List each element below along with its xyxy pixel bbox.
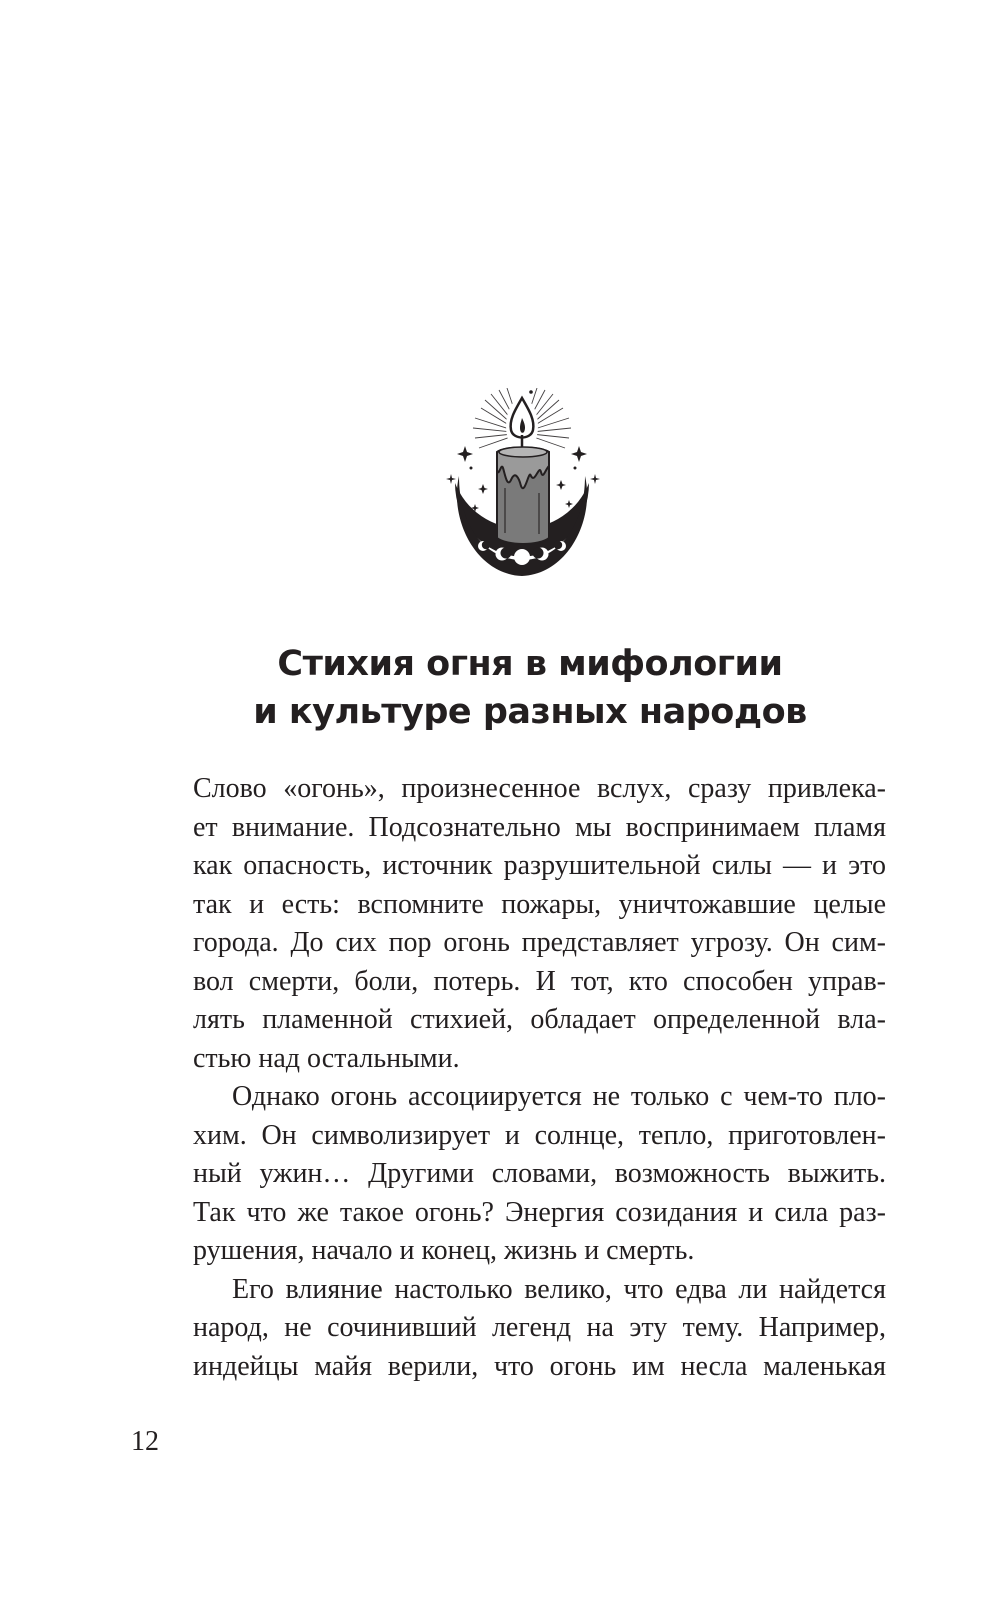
text-line: так и есть: вспомните пожары, уничтожавшие целые (193, 888, 886, 920)
chapter-title-line: и культуре разных народов (253, 692, 807, 732)
text-line: Так что же такое огонь? Энергия созидания и сила раз- (193, 1196, 886, 1228)
paragraph (193, 1078, 886, 1271)
text-line: лять пламенной стихией, обладает определенной вла- (193, 1004, 886, 1035)
body-text (193, 770, 886, 1386)
chapter-title-line: Стихия огня в мифологии (277, 644, 783, 684)
text-line: рушения, начало и конец, жизнь и смерть. (193, 1235, 695, 1266)
chapter-title (150, 640, 910, 736)
candle-moon-icon (445, 388, 615, 608)
paragraph (193, 770, 886, 1078)
page-number: 12 (131, 1426, 159, 1457)
text-line: народ, не сочинивший легенд на эту тему. Например, (193, 1312, 886, 1343)
text-line: хим. Он символизирует и солнце, тепло, приготовлен- (193, 1119, 886, 1151)
text-line: как опасность, источник разрушительной силы — и это (193, 850, 886, 881)
text-line: индейцы майя верили, что огонь им несла маленькая (193, 1350, 886, 1382)
text-line: ет внимание. Подсознательно мы воспринимаем пламя (193, 811, 886, 843)
paragraph (193, 1271, 886, 1387)
text-line: Слово «огонь», произнесенное вслух, сразу привлека- (193, 773, 886, 804)
text-line: Его влияние настолько велико, что едва ли найдется (232, 1273, 886, 1305)
text-line: города. До сих пор огонь представляет угрозу. Он сим- (193, 927, 886, 958)
text-line: Однако огонь ассоциируется не только с чем-то пло- (232, 1081, 886, 1112)
text-line: ный ужин… Другими словами, возможность выжить. (193, 1158, 886, 1189)
text-line: стью над остальными. (193, 1042, 460, 1074)
text-line: вол смерти, боли, потерь. И тот, кто способен управ- (193, 965, 886, 997)
